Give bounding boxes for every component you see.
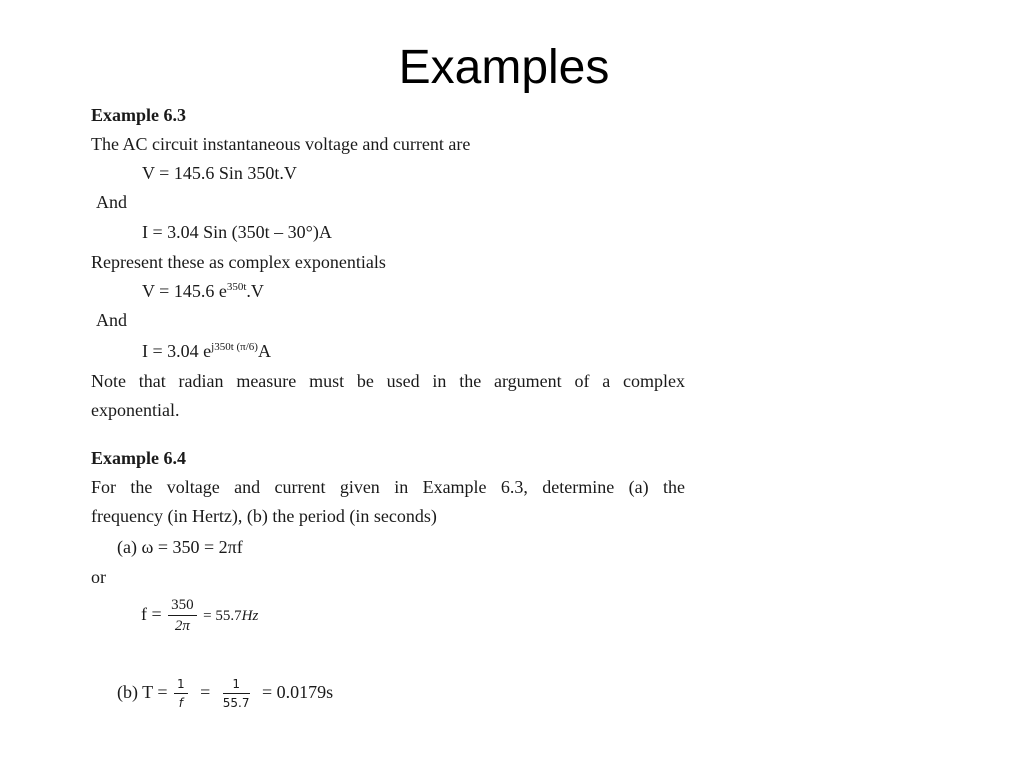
frequency-equation: [141, 594, 258, 636]
period-equation: [117, 672, 333, 712]
current-exp-exponent: j350t (π/6): [211, 341, 258, 353]
example-6-4-intro-line-2: frequency (in Hertz), (b) the period (in seconds): [91, 506, 437, 526]
period-fraction-2: [223, 675, 250, 712]
period-equals: =: [200, 682, 211, 702]
frequency-fraction: [168, 595, 197, 636]
voltage-exp-base: V = 145.6 e: [142, 281, 227, 301]
example-6-4-intro-line-1: For the voltage and current given in Example 6.3, determine (a) the: [91, 477, 685, 497]
represent-text: Represent these as complex exponentials: [91, 252, 386, 272]
note-line-2: exponential.: [91, 400, 180, 420]
frequency-numerator: 350: [168, 595, 197, 616]
and-text-1: And: [96, 192, 127, 212]
period-fraction-1-denominator: f: [178, 696, 183, 711]
frequency-result: = 55.7: [203, 608, 242, 624]
example-6-3-intro: The AC circuit instantaneous voltage and current are: [91, 134, 471, 154]
or-text: or: [91, 567, 106, 587]
current-sine-equation: I = 3.04 Sin (350t – 30°)A: [142, 222, 332, 242]
example-6-3-heading: Example 6.3: [91, 105, 187, 125]
current-exp-tail: A: [257, 341, 271, 361]
voltage-exp-tail: .V: [246, 281, 264, 301]
current-exp-base: I = 3.04 e: [142, 341, 212, 361]
slide-title: Examples: [398, 41, 610, 94]
period-result: = 0.0179s: [262, 682, 334, 702]
voltage-exp-exponent: 350t: [226, 281, 247, 293]
current-exponential-equation: [142, 339, 271, 363]
part-a-equation: (a) ω = 350 = 2πf: [117, 537, 243, 557]
note-line-1: Note that radian measure must be used in the argument of a complex: [91, 371, 685, 391]
example-6-4-heading: Example 6.4: [91, 448, 187, 468]
period-fraction-2-numerator: 1: [223, 675, 250, 694]
period-fraction-2-denominator: 55.7: [222, 696, 250, 711]
frequency-lhs: f =: [141, 604, 162, 624]
period-fraction-1: [174, 675, 188, 712]
voltage-sine-equation: V = 145.6 Sin 350t.V: [142, 163, 297, 183]
period-fraction-1-numerator: 1: [174, 675, 188, 694]
and-text-2: And: [96, 310, 127, 330]
voltage-exponential-equation: [142, 279, 264, 303]
period-lhs: (b) T =: [117, 682, 168, 702]
frequency-unit: Hz: [241, 608, 259, 624]
frequency-denominator: 2π: [174, 618, 190, 635]
